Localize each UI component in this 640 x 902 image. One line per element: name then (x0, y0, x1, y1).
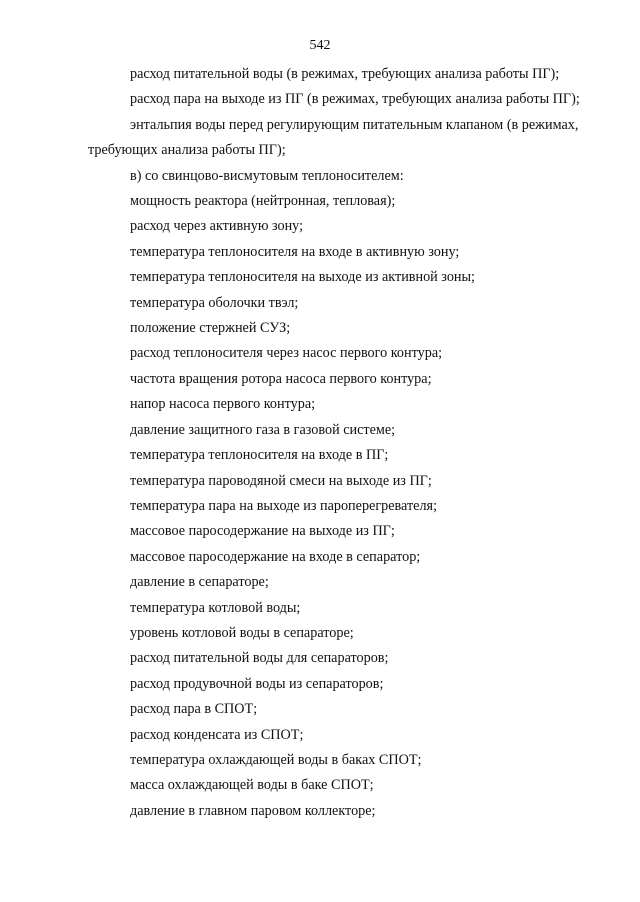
page-number: 542 (309, 38, 331, 53)
text-line: мощность реактора (нейтронная, тепловая); (130, 193, 396, 210)
text-line: расход конденсата из СПОТ; (130, 726, 304, 743)
text-line: расход пара на выходе из ПГ (в режимах, требующих анализа работы ПГ); (130, 91, 580, 108)
text-line: расход пара в СПОТ; (130, 701, 258, 718)
text-line: массовое паросодержание на входе в сепаратор; (130, 548, 421, 565)
text-line: температура теплоносителя на входе в ПГ; (130, 447, 389, 464)
text-line: температура охлаждающей воды в баках СПОТ; (130, 751, 422, 768)
text-line: давление защитного газа в газовой системе; (130, 421, 396, 438)
text-line: температура пара на выходе из пароперегревателя; (130, 497, 438, 514)
text-line: расход питательной воды (в режимах, требующих анализа работы ПГ); (130, 66, 560, 82)
text-line: масса охлаждающей воды в баке СПОТ; (130, 777, 374, 794)
text-line: напор насоса первого контура; (130, 396, 316, 413)
text-line: температура оболочки твэл; (130, 294, 299, 311)
text-line: температура теплоносителя на выходе из активной зоны; (130, 269, 475, 286)
text-line: уровень котловой воды в сепараторе; (130, 624, 354, 641)
text-line: расход продувочной воды из сепараторов; (130, 675, 384, 692)
text-line: расход теплоносителя через насос первого контура; (130, 345, 443, 362)
text-line: температура теплоносителя на входе в активную зону; (130, 243, 460, 260)
text-line: в) со свинцово-висмутовым теплоносителем: (130, 167, 404, 184)
text-line: энтальпия воды перед регулирующим питательным клапаном (в режимах, (130, 116, 579, 133)
text-line: массовое паросодержание на выходе из ПГ; (130, 523, 395, 540)
text-line: частота вращения ротора насоса первого контура; (130, 370, 432, 387)
text-line: расход питательной воды для сепараторов; (130, 650, 389, 667)
text-line: давление в сепараторе; (130, 574, 269, 591)
text-line: положение стержней СУЗ; (130, 320, 291, 337)
document-body (88, 62, 608, 824)
text-line: требующих анализа работы ПГ); (88, 142, 286, 159)
text-line: температура пароводяной смеси на выходе из ПГ; (130, 472, 432, 489)
text-line: расход через активную зону; (130, 218, 304, 235)
text-line: давление в главном паровом коллекторе; (130, 802, 376, 819)
text-line: температура котловой воды; (130, 599, 301, 616)
